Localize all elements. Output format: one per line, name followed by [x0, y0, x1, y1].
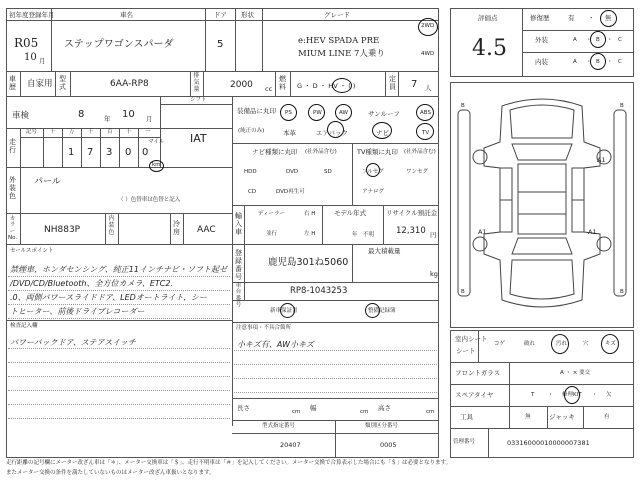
interior-seat-sub: シート [456, 347, 476, 355]
inspector-line: パワーバックドア、ステアスイッチ [10, 338, 136, 347]
repair-label: 修復歴 [530, 14, 550, 22]
equipment-pw-circle [308, 104, 325, 121]
grade-label: グレード [324, 11, 350, 19]
footnote: 走行距離の記号欄にメーター改ざん車は「＊」、メーター交換車は「＄」、走行不明車は「＃」を記入してください。メーター交換で合算表示した場合にも「＄」は必要となります。 [6, 460, 452, 466]
nav-item: DVD再生可 [276, 189, 305, 195]
doors-value: 5 [217, 39, 224, 50]
spare-item: ・ [548, 392, 554, 398]
capacity-value: 7 [411, 79, 418, 90]
mileage-digit: 7 [87, 147, 94, 158]
sales-point-line: 禁煙車、ホンダセンシング、純正11インチナビ・ソフト起ゼ [10, 265, 227, 274]
shape-label: 形状 [241, 11, 254, 19]
mileage-digit: 1 [68, 147, 75, 158]
damage-mark-a1: A1 [597, 156, 606, 164]
front-glass-value: A ・ × 要交 [560, 370, 591, 376]
reg-year-value: R05 [14, 36, 39, 50]
tools-label: 工具 [460, 413, 473, 421]
exterior-grade-option: ・ [586, 37, 592, 43]
equipment-abs-circle [416, 104, 434, 121]
seat-dirty-circle [551, 334, 569, 354]
exterior-grade-circle [590, 31, 606, 48]
car-body-outline [484, 99, 600, 307]
shift-value: IAT [190, 132, 207, 145]
left-side-profile [458, 110, 470, 296]
equipment-tv-circle [416, 123, 434, 140]
mileage-label: 走行 [9, 138, 16, 155]
ac-value: AAC [197, 225, 216, 235]
use-value: 自家用 [27, 79, 53, 89]
footnote: またメーター交換の条件を満たしていないものはメーター改ざん車扱いとなります。 [6, 470, 215, 476]
reg-year-label: 初年度登録年月 [9, 11, 55, 19]
import-label: 輸入車 [235, 212, 242, 237]
import-right: 右 H [304, 211, 316, 217]
side-mark: B [620, 289, 624, 295]
exterior-grade-option: B [596, 37, 600, 43]
damage-mark-a1: A1 [588, 228, 597, 236]
tv-item: ワンセグ [406, 169, 429, 175]
shift-label: シフト [190, 97, 207, 103]
mileage-digit-label: 記号 [26, 129, 38, 135]
interior-grade-option: A [573, 59, 577, 65]
nav-sub: (社外品含む) [305, 149, 337, 155]
inspector-label: 検査記入欄 [10, 323, 38, 329]
car-hood [510, 105, 574, 138]
chassis-value: RP8-1043253 [290, 286, 348, 296]
equipment-navi-circle [372, 122, 392, 139]
fuel-hv-circle [332, 78, 352, 93]
car-windshield [512, 144, 572, 160]
seat-item: 汚れ [556, 341, 568, 347]
mileage-unit-mile: マイル [148, 139, 165, 145]
inspection-year-unit: 年 [104, 115, 111, 123]
type-designation-value: 20407 [280, 441, 301, 449]
exterior-grade-option: A [573, 37, 577, 43]
use-label: 車歴 [9, 75, 16, 92]
mileage-digit-label: 百 [107, 129, 113, 135]
service-record-circle [365, 303, 380, 318]
max-load-unit: kg [430, 270, 438, 278]
car-trunk [510, 260, 574, 299]
equipment-airbag: エアバック [316, 129, 348, 137]
exterior-color: パール [34, 177, 61, 187]
car-name-value: ステップワゴンスパーダ [64, 39, 174, 50]
new-car-warranty: 新車保証書 [270, 308, 298, 314]
type-designation-label: 型式指定番号 [262, 423, 296, 429]
drive-4wd: 4WD [421, 51, 435, 57]
width-label: 幅 [310, 404, 317, 412]
spare-item: T [531, 392, 535, 398]
wheel-rear-left [473, 237, 487, 251]
equipment-pw: PW [313, 110, 322, 116]
seat-item: 穴 [583, 341, 589, 347]
spare-tire-label: スペアタイヤ [455, 391, 494, 399]
mileage-digit: 0 [125, 147, 132, 158]
drive-2wd: 2WD [421, 23, 435, 29]
tv-label: TV種類に丸印 [357, 148, 398, 156]
tv-item: アナログ [362, 189, 385, 195]
nav-label: ナビ種類に丸印 [252, 148, 298, 156]
notes-line: 小キズ有、AW小キズ [237, 340, 314, 349]
import-left: 左 H [304, 231, 316, 237]
nav-item: HDD [244, 169, 257, 175]
management-label: 管理番号 [453, 439, 476, 445]
tv-sub: (社外品含む) [404, 149, 436, 155]
notes-label: 注意事項・不具合箇所 [236, 325, 292, 331]
wheel-rear-right [597, 237, 611, 251]
nav-item: DVD [286, 169, 299, 175]
seat-scratch-circle [601, 334, 619, 354]
grade-line-2: MIUM LINE 7人乗り [298, 49, 385, 59]
nav-item: CD [248, 189, 257, 195]
equipment-abs: ABS [420, 110, 431, 116]
doors-label: ドア [214, 11, 227, 19]
interior-seat-label: 室内シート [455, 335, 488, 343]
sales-point-label: セールスポイント [10, 248, 54, 254]
import-dealer: ディーラー [258, 211, 286, 217]
damage-mark-a1: A1 [478, 228, 487, 236]
model-label: 型式 [59, 75, 66, 92]
front-glass-label: フロントガラス [455, 369, 501, 377]
width-unit: cm [360, 409, 369, 415]
equipment-tv: TV [422, 130, 430, 136]
model-value: 6AA-RP8 [110, 79, 149, 89]
mileage-digit: 3 [106, 147, 113, 158]
mileage-digit-label: 十 [50, 129, 56, 135]
reg-month-unit: 月 [39, 57, 46, 65]
inspection-month-unit: 月 [146, 115, 153, 123]
mileage-digit-label: 千 [88, 129, 94, 135]
service-record: 整備記録簿 [368, 308, 396, 314]
length-unit: cm [292, 409, 301, 415]
side-mark: B [620, 103, 624, 109]
spare-repair-kit-circle [564, 386, 580, 404]
new-car-warranty-circle [280, 303, 295, 318]
equipment-aw: AW [339, 110, 348, 116]
exterior-grade-option: C [618, 37, 622, 43]
model-year-label: モデル年式 [334, 209, 367, 217]
chassis-label: 車台番号 [235, 283, 242, 308]
grade-line-1: e:HEV SPADA PRE [298, 36, 380, 46]
tv-item: フルセグ [362, 169, 384, 175]
registration-value: 鹿児島301ね5060 [268, 257, 349, 268]
mileage-digit-label: 万 [69, 129, 75, 135]
equipment-ps: PS [285, 110, 292, 116]
model-year-value: 年 不明 [352, 232, 375, 238]
fuel-label: 燃料 [279, 75, 286, 92]
sales-point-line: /DVD/CD/Bluetooth、全方位カメラ、ETC2. [10, 279, 173, 288]
class-designation-label: 類別区分番号 [365, 423, 399, 429]
color-no-label: カラーNo. [8, 216, 18, 241]
jack-value: 有 [604, 414, 610, 420]
displacement-value: 2000 [230, 80, 253, 90]
reg-month-value: 10 [24, 52, 37, 63]
nav-item: SD [324, 169, 332, 175]
exterior-note: （ ）色替車は色替と記入 [118, 197, 181, 203]
exterior-grade-option: ・ [607, 37, 613, 43]
mileage-digit-label: 十 [126, 129, 132, 135]
spare-item: ・ [592, 392, 598, 398]
car-name-label: 車名 [120, 11, 133, 19]
exterior-label: 外装色 [9, 176, 16, 201]
class-designation-value: 0005 [380, 441, 397, 449]
seat-item: コゲ [494, 341, 506, 347]
recycle-label: リサイクル預託金 [386, 209, 438, 217]
inspection-year: 8 [78, 109, 85, 120]
interior-color-label: 内装色 [108, 215, 115, 236]
length-label: 長さ [237, 404, 250, 412]
interior-grade-option: B [596, 59, 600, 65]
tv-fullseg-circle [366, 163, 380, 177]
equipment-sunroof: サンルーフ [368, 110, 400, 118]
recycle-value: 12,310 [396, 226, 426, 236]
capacity-unit: 人 [425, 84, 432, 92]
displacement-label: 排気量 [193, 72, 200, 93]
repair-option: 無 [605, 14, 612, 22]
mileage-unit-km: km [152, 162, 161, 168]
interior-grade-option: C [618, 59, 622, 65]
mileage-digit-label: 一 [145, 129, 151, 135]
score-label: 評価点 [478, 14, 498, 22]
management-value: 03316000010000007381 [507, 439, 590, 447]
equipment-airbag-circle [327, 121, 344, 138]
inspection-month: 10 [122, 109, 135, 120]
wheel-front-left [473, 150, 487, 164]
capacity-label: 定員 [389, 75, 396, 92]
interior-grade-option: ・ [607, 59, 613, 65]
recycle-unit: 円 [430, 231, 437, 239]
jack-label: ジャッキ [549, 413, 575, 421]
repair-option: 有 [568, 14, 575, 22]
seat-item: キズ [605, 341, 616, 347]
height-unit: cm [426, 409, 435, 415]
equipment-label: 装備品に丸印 [237, 107, 276, 115]
interior-grade-circle [590, 53, 606, 70]
side-mark: B [461, 289, 465, 295]
interior-grade-option: ・ [586, 59, 592, 65]
car-roof [518, 164, 566, 234]
sales-point-line: トヒーター、前後ドライブレコーダー [10, 307, 145, 316]
score-value: 4.5 [472, 36, 507, 61]
inspection-label: 車検 [12, 111, 30, 121]
right-side-profile [614, 110, 626, 296]
registration-label: 登録番号 [235, 249, 242, 282]
sales-point-line: .0、両側パワースライドドア、LEDオートライト、シー [10, 293, 207, 302]
side-mark: B [461, 103, 465, 109]
ac-label: 冷房 [173, 220, 180, 237]
tools-value: 無 [525, 414, 531, 420]
seat-item: 破れ [524, 341, 536, 347]
equipment-ps-circle [280, 104, 297, 121]
repair-none-circle [600, 10, 617, 27]
color-no-value: NH883P [44, 225, 81, 235]
height-label: 高さ [378, 404, 391, 412]
equipment-sub: (純正のみ) [238, 128, 265, 134]
car-rear-window [512, 238, 572, 254]
spare-item: 修理KIT [562, 392, 582, 398]
vehicle-diagram [450, 82, 634, 328]
mileage-digit: 0 [142, 147, 149, 158]
spare-item: 欠 [606, 392, 612, 398]
fuel-options: G ・ D ・ HV ・ ( ) [297, 82, 356, 90]
import-parallel: 並行 [266, 231, 278, 237]
interior-grade-label: 内装 [535, 58, 548, 66]
equipment-navi: ナビ [376, 129, 389, 137]
exterior-grade-label: 外装 [535, 36, 548, 44]
displacement-unit: cc [265, 85, 273, 93]
max-load-label: 最大積載量 [368, 247, 401, 255]
equipment-aw-circle [335, 104, 352, 121]
equipment-leather: 本革 [283, 129, 296, 137]
repair-option: ・ [588, 14, 595, 22]
